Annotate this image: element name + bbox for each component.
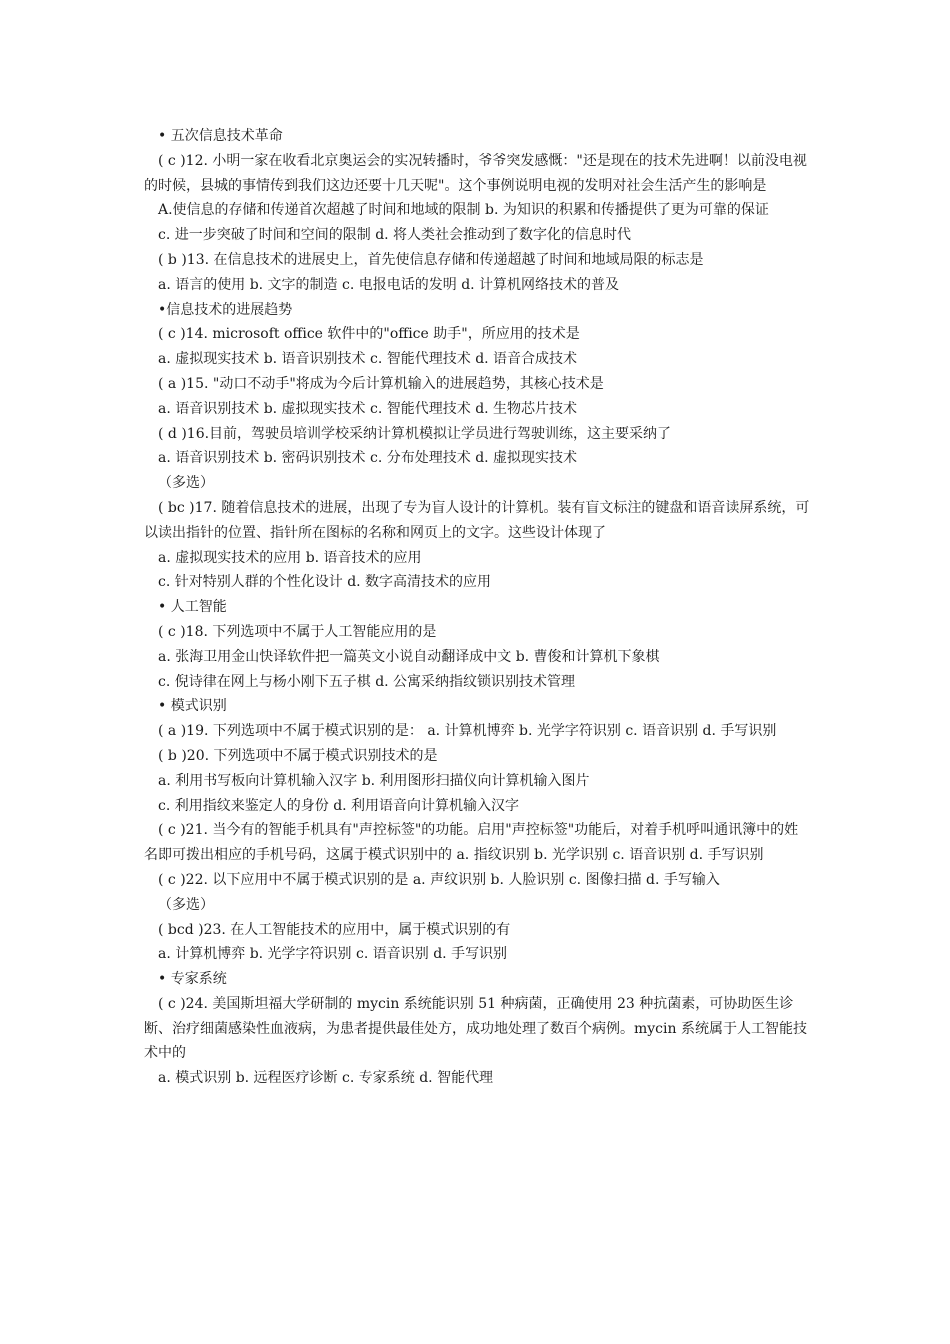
text-line: （多选） (158, 475, 214, 492)
text-line: a. 利用书写板向计算机输入汉字 b. 利用图形扫描仪向计算机输入图片 (158, 772, 590, 789)
text-line: c. 利用指纹来鉴定人的身份 d. 利用语音向计算机输入汉字 (158, 797, 520, 814)
text-line: a. 语音识别技术 b. 虚拟现实技术 c. 智能代理技术 d. 生物芯片技术 (158, 400, 578, 417)
text-line: • 专家系统 (158, 971, 227, 988)
text-line: c. 倪诗律在网上与杨小刚下五子棋 d. 公寓采纳指纹锁识别技术管理 (158, 673, 576, 690)
document-body (144, 124, 812, 1091)
text-line: a. 虚拟现实技术的应用 b. 语音技术的应用 (158, 549, 422, 566)
text-line: a. 计算机博弈 b. 光学字符识别 c. 语音识别 d. 手写识别 (158, 946, 508, 963)
text-line: ( c )22. 以下应用中不属于模式识别的是 a. 声纹识别 b. 人脸识别 c. 图像扫描 d. 手写输入 (158, 871, 720, 888)
text-line: • 人工智能 (158, 599, 227, 616)
text-line: ( c )18. 下列选项中不属于人工智能应用的是 (158, 623, 437, 640)
text-line: c. 进一步突破了时间和空间的限制 d. 将人类社会推动到了数字化的信息时代 (158, 227, 632, 244)
text-line: ( a )19. 下列选项中不属于模式识别的是： a. 计算机博弈 b. 光学字符识别 c. 语音识别 d. 手写识别 (158, 723, 777, 740)
text-line: ( bc )17. 随着信息技术的进展，出现了专为盲人设计的计算机。装有盲文标注的键盘和语音读屏系统，可以读出指针的位置、指针所在图标的名称和网页上的文字。这些设计体现了 (144, 499, 810, 541)
text-line: a. 语言的使用 b. 文字的制造 c. 电报电话的发明 d. 计算机网络技术的普及 (158, 276, 620, 293)
text-line: A.使信息的存储和传递首次超越了时间和地域的限制 b. 为知识的积累和传播提供了更为可靠的保证 (158, 202, 769, 219)
text-line: ( bcd )23. 在人工智能技术的应用中，属于模式识别的有 (158, 921, 511, 938)
text-line: a. 模式识别 b. 远程医疗诊断 c. 专家系统 d. 智能代理 (158, 1070, 494, 1087)
text-line: c. 针对特别人群的个性化设计 d. 数字高清技术的应用 (158, 574, 492, 591)
text-line: ( c )21. 当今有的智能手机具有"声控标签"的功能。启用"声控标签"功能后，对着手机呼叫通讯簿中的姓名即可拨出相应的手机号码，这属于模式识别中的 a. 指纹识别 b. 光学识别 c. 语音识别 d. 手写识别 (144, 822, 799, 864)
text-line: •信息技术的进展趋势 (158, 301, 293, 318)
text-line: （多选） (158, 896, 214, 913)
text-line: ( c )24. 美国斯坦福大学研制的 mycin 系统能识别 51 种病菌，正确使用 23 种抗菌素，可协助医生诊断、治疗细菌感染性血液病，为患者提供最佳处方，成功地处理了数百个病例。mycin 系统属于人工智能技术中的 (144, 995, 807, 1062)
text-line: ( b )13. 在信息技术的进展史上，首先使信息存储和传递超越了时间和地域局限的标志是 (158, 251, 704, 268)
text-line: ( b )20. 下列选项中不属于模式识别技术的是 (158, 747, 438, 764)
text-line: • 模式识别 (158, 698, 227, 715)
text-line: a. 张海卫用金山快译软件把一篇英文小说自动翻译成中文 b. 曹俊和计算机下象棋 (158, 648, 660, 665)
text-line: ( c )14. microsoft office 软件中的"office 助手"，所应用的技术是 (158, 326, 580, 343)
text-line: a. 虚拟现实技术 b. 语音识别技术 c. 智能代理技术 d. 语音合成技术 (158, 351, 578, 368)
text-line: ( d )16.目前，驾驶员培训学校采纳计算机模拟让学员进行驾驶训练，这主要采纳了 (158, 425, 672, 442)
text-line: ( a )15. "动口不动手"将成为今后计算机输入的进展趋势，其核心技术是 (158, 375, 604, 392)
text-line: a. 语音识别技术 b. 密码识别技术 c. 分布处理技术 d. 虚拟现实技术 (158, 450, 578, 467)
text-line: • 五次信息技术革命 (158, 128, 283, 144)
text-line: ( c )12. 小明一家在收看北京奥运会的实况转播时，爷爷突发感慨："还是现在的技术先进啊！以前没电视的时候，县城的事情传到我们这边还要十几天呢"。这个事例说明电视的发明对社会生活产生的影响是 (144, 152, 807, 194)
